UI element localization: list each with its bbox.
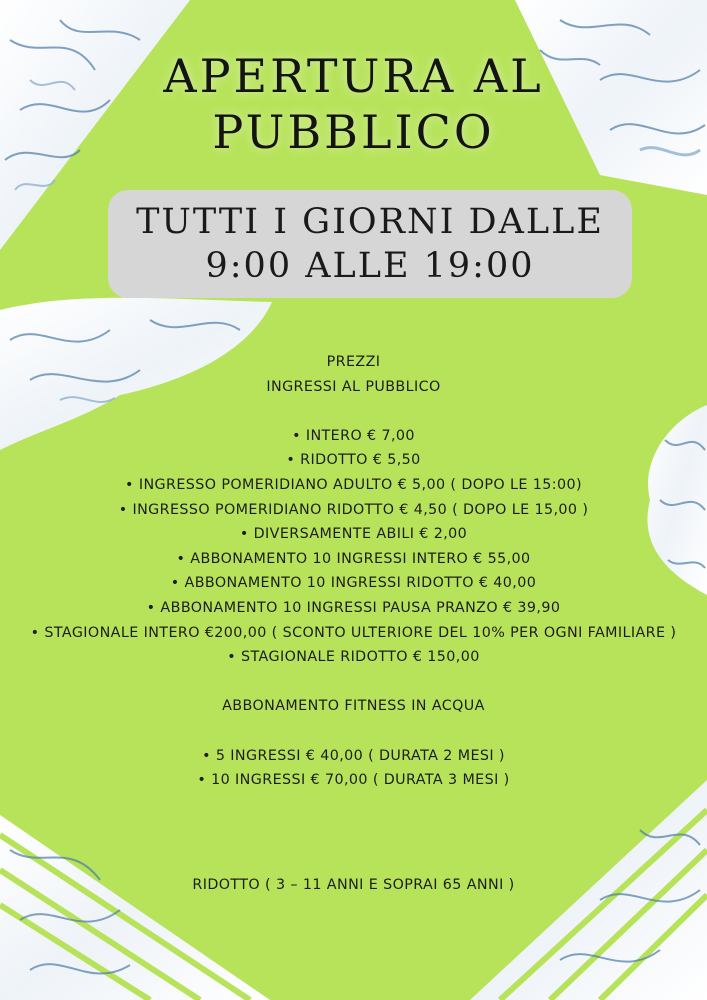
opening-hours-box bbox=[108, 190, 632, 298]
hours-line-2: 9:00 ALLE 19:00 bbox=[205, 246, 535, 286]
price-item: • INTERO € 7,00 bbox=[292, 427, 415, 444]
page-title bbox=[0, 48, 707, 160]
prices-subheading: INGRESSI AL PUBBLICO bbox=[266, 378, 441, 395]
prices-heading: PREZZI bbox=[326, 354, 381, 370]
price-item: • INGRESSO POMERIDIANO ADULTO € 5,00 ( DOPO LE 15:00) bbox=[125, 476, 582, 493]
spacer bbox=[0, 399, 707, 424]
reduced-age-note: RIDOTTO ( 3 – 11 ANNI E SOPRAI 65 ANNI ) bbox=[192, 877, 515, 893]
price-item: • RIDOTTO € 5,50 bbox=[286, 452, 421, 469]
price-item: • ABBONAMENTO 10 INGRESSI PAUSA PRANZO € 39,90 bbox=[146, 599, 561, 616]
hours-line-1: TUTTI I GIORNI DALLE bbox=[136, 202, 604, 242]
title-line-1: APERTURA AL bbox=[163, 49, 544, 103]
price-list bbox=[0, 350, 707, 793]
spacer bbox=[0, 719, 707, 744]
fitness-item: • 5 INGRESSI € 40,00 ( DURATA 2 MESI ) bbox=[202, 747, 505, 764]
price-item: • STAGIONALE INTERO €200,00 ( SCONTO ULTERIORE DEL 10% PER OGNI FAMILIARE ) bbox=[30, 624, 677, 641]
fitness-item: • 10 INGRESSI € 70,00 ( DURATA 3 MESI ) bbox=[197, 772, 510, 789]
splash-bottom-left bbox=[0, 815, 270, 1000]
price-item: • ABBONAMENTO 10 INGRESSI INTERO € 55,00 bbox=[176, 550, 531, 567]
price-item: • STAGIONALE RIDOTTO € 150,00 bbox=[227, 649, 480, 666]
price-item: • DIVERSAMENTE ABILI € 2,00 bbox=[239, 526, 468, 543]
price-item: • INGRESSO POMERIDIANO RIDOTTO € 4,50 ( DOPO LE 15,00 ) bbox=[118, 501, 589, 518]
price-item: • ABBONAMENTO 10 INGRESSI RIDOTTO € 40,00 bbox=[170, 575, 537, 592]
fitness-heading: ABBONAMENTO FITNESS IN ACQUA bbox=[222, 698, 485, 715]
title-line-2: PUBBLICO bbox=[212, 105, 495, 159]
spacer bbox=[0, 670, 707, 695]
